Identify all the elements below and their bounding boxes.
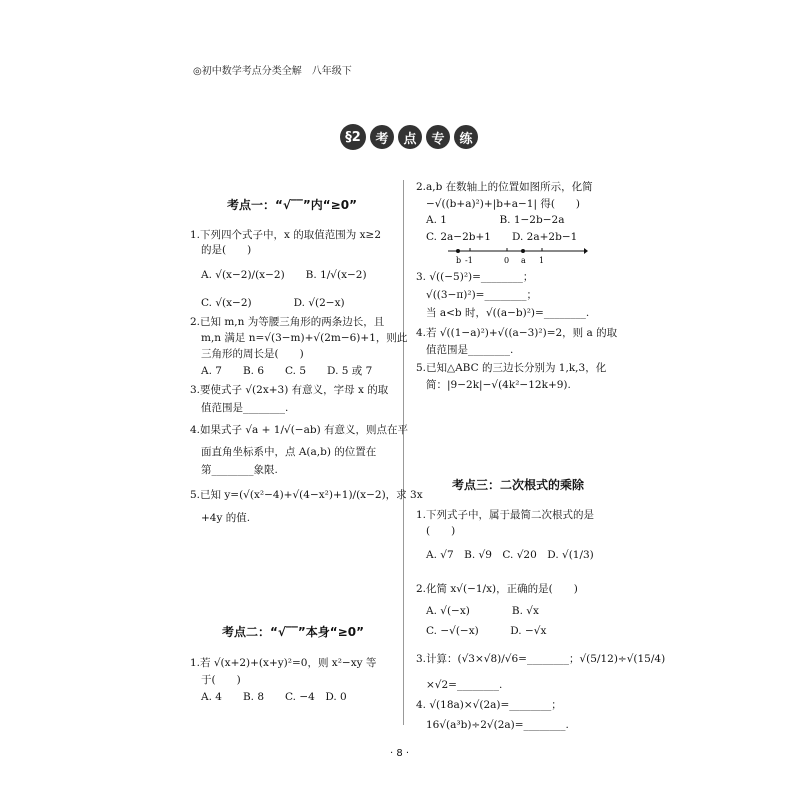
- choice-line: A. √(−x) B. √x: [426, 605, 539, 617]
- column-divider: [403, 180, 404, 725]
- section-banner: [340, 124, 478, 150]
- choice-line: C. −√(−x) D. −√x: [426, 625, 547, 637]
- banner-char: 考: [370, 125, 394, 149]
- problem-line: 值范围是________.: [201, 402, 289, 414]
- problem-line: 3.计算：(√3×√8)/√6=________；√(5/12)÷√(15/4): [416, 653, 666, 665]
- problem-line: 4.若 √((1−a)²)+√((a−3)²)=2，则 a 的取: [416, 327, 618, 339]
- problem-line: 4. √(18a)×√(2a)=________；: [416, 699, 562, 711]
- tick-label: 1: [539, 256, 545, 265]
- choice-line: A. 7 B. 6 C. 5 D. 5 或 7: [201, 365, 373, 377]
- problem-line: 3.要使式子 √(2x+3) 有意义，字母 x 的取: [190, 384, 389, 396]
- problem-line: 面直角坐标系中，点 A(a,b) 的位置在: [201, 446, 377, 458]
- choice-line: C. 2a−2b+1 D. 2a+2b−1: [426, 231, 578, 243]
- number-line-figure: [448, 245, 588, 267]
- tick-label: a: [521, 256, 526, 265]
- problem-line: 2.化简 x√(−1/x)，正确的是( ): [416, 583, 578, 595]
- tick-label: b: [456, 256, 462, 265]
- choice-line: C. √(x−2) D. √(2−x): [201, 297, 345, 309]
- problem-line: 值范围是________.: [426, 344, 514, 356]
- problem-line: 三角形的周长是( ): [201, 348, 304, 360]
- problem-line: −√((b+a)²)+|b+a−1| 得( ): [426, 198, 581, 210]
- tick-label: 0: [504, 256, 510, 265]
- choice-line: A. 4 B. 8 C. −4 D. 0: [201, 691, 347, 703]
- choice-line: A. √7 B. √9 C. √20 D. √(1/3): [426, 549, 594, 561]
- problem-line: m,n 满足 n=√(3−m)+√(2m−6)+1，则此: [201, 332, 408, 344]
- problem-line: 第________象限.: [201, 464, 278, 476]
- section-number: §2: [340, 124, 366, 150]
- problem-line: 1.下列四个式子中，x 的取值范围为 x≥2: [190, 229, 382, 241]
- page-number: · 8 ·: [390, 748, 410, 759]
- problem-line: 当 a<b 时，√((a−b)²)=________.: [426, 307, 590, 319]
- problem-line: √((3−π)²)=________；: [426, 289, 537, 301]
- problem-line: 的是( ): [201, 244, 252, 256]
- problem-line: 1.若 √(x+2)+(x+y)²=0，则 x²−xy 等: [190, 657, 377, 669]
- banner-char: 点: [398, 125, 422, 149]
- problem-line: ( ): [426, 525, 456, 537]
- section-1-title: 考点一：“√‾‾”内“≥0”: [227, 198, 357, 212]
- banner-char: 练: [454, 125, 478, 149]
- problem-line: 5.已知 y=(√(x²−4)+√(4−x²)+1)/(x−2)，求 3x: [190, 489, 423, 501]
- problem-line: 16√(a³b)÷2√(2a)=________.: [426, 719, 569, 731]
- problem-line: 4.如果式子 √a + 1/√(−ab) 有意义，则点在平: [190, 424, 408, 436]
- choice-line: A. 1 B. 1−2b−2a: [426, 214, 565, 226]
- choice-line: A. √(x−2)/(x−2) B. 1/√(x−2): [201, 269, 367, 281]
- problem-line: 2.a,b 在数轴上的位置如图所示，化简: [416, 181, 593, 193]
- problem-line: 3. √((−5)²)=________；: [416, 271, 534, 283]
- problem-line: 5.已知△ABC 的三边长分别为 1,k,3，化: [416, 362, 607, 374]
- problem-line: +4y 的值.: [201, 512, 251, 524]
- problem-line: 2.已知 m,n 为等腰三角形的两条边长，且: [190, 316, 385, 328]
- problem-line: ×√2=________.: [426, 679, 503, 691]
- section-3-title: 考点三：二次根式的乘除: [452, 478, 585, 492]
- tick-label: -1: [465, 256, 473, 265]
- problem-line: 于( ): [201, 674, 241, 686]
- section-2-title: 考点二：“√‾‾”本身“≥0”: [222, 625, 364, 639]
- problem-line: 1.下列式子中，属于最简二次根式的是: [416, 509, 595, 521]
- book-header: ◎初中数学考点分类全解 八年级下: [193, 66, 352, 77]
- problem-line: 简：|9−2k|−√(4k²−12k+9).: [426, 379, 571, 391]
- banner-char: 专: [426, 125, 450, 149]
